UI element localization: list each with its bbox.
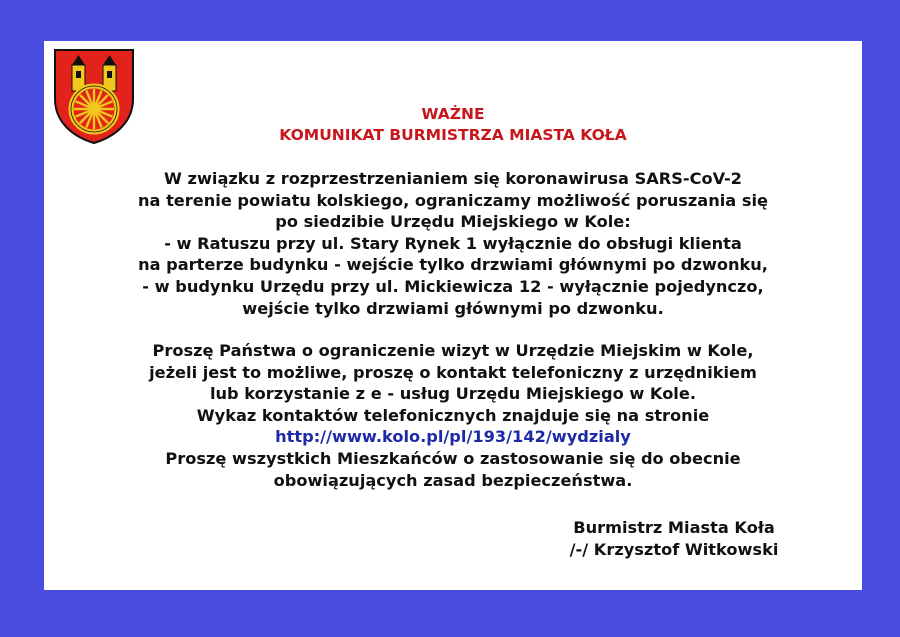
- text-line: Wykaz kontaktów telefonicznych znajduje się na stronie: [196, 405, 710, 425]
- paragraph-request: [44, 340, 862, 491]
- text-line: po siedzibie Urzędu Miejskiego w Kole:: [275, 212, 631, 232]
- notice-sheet: [44, 41, 862, 590]
- text-line: W związku z rozprzestrzenianiem się koronawirusa SARS-CoV-2: [164, 169, 742, 188]
- heading-important: WAŻNE: [421, 105, 485, 123]
- departments-link[interactable]: http://www.kolo.pl/pl/193/142/wydzialy: [275, 427, 631, 447]
- signature-title: Burmistrz Miasta Koła: [573, 518, 775, 537]
- text-line: Proszę wszystkich Mieszkańców o zastosowanie się do obecnie: [165, 448, 741, 468]
- text-line: jeżeli jest to możliwe, proszę o kontakt telefoniczny z urzędnikiem: [149, 362, 757, 382]
- text-line: - w budynku Urzędu przy ul. Mickiewicza 12 - wyłącznie pojedynczo,: [142, 276, 764, 296]
- text-line: obowiązujących zasad bezpieczeństwa.: [273, 470, 633, 490]
- text-line: na parterze budynku - wejście tylko drzwiami głównymi po dzwonku,: [138, 255, 768, 275]
- paragraph-restrictions: [44, 168, 862, 319]
- signature-block: [524, 517, 824, 561]
- heading-announcement: KOMUNIKAT BURMISTRZA MIASTA KOŁA: [279, 126, 627, 144]
- text-line: na terenie powiatu kolskiego, ograniczamy możliwość poruszania się: [137, 190, 769, 210]
- text-line: Proszę Państwa o ograniczenie wizyt w Urzędzie Miejskim w Kole,: [152, 341, 754, 360]
- text-line: wejście tylko drzwiami głównymi po dzwonku.: [242, 298, 664, 318]
- text-line: - w Ratuszu przy ul. Stary Rynek 1 wyłącznie do obsługi klienta: [164, 233, 742, 253]
- text-line: lub korzystanie z e - usług Urzędu Miejskiego w Kole.: [209, 384, 696, 404]
- signature-name: /-/ Krzysztof Witkowski: [569, 540, 779, 559]
